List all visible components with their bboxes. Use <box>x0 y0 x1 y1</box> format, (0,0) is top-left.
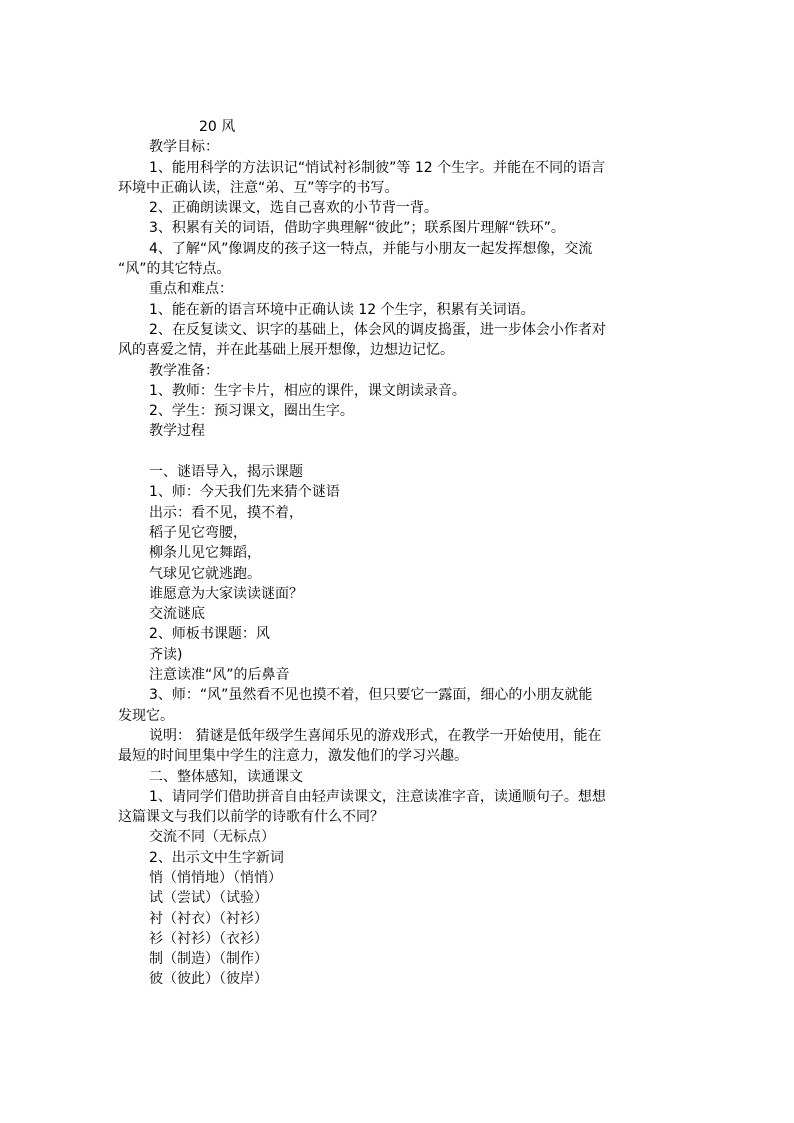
section-2-step-2: 2、出示文中生字新词 <box>149 849 284 866</box>
riddle-answer: 交流谜底 <box>149 606 205 623</box>
prep-2: 2、学生：预习课文，圈出生字。 <box>149 403 354 420</box>
word-item: 衬（衬衣）（衬衫） <box>149 910 268 927</box>
riddle-line-2: 稻子见它弯腰， <box>149 524 247 541</box>
section-2-heading: 二、整体感知，读通课文 <box>149 768 303 785</box>
goal-4-line-1: 4、了解“风”像调皮的孩子这一特点，并能与小朋友一起发挥想像，交流 <box>149 240 593 257</box>
difference-note: 交流不同（无标点） <box>149 829 275 846</box>
blank-line <box>118 442 678 462</box>
goal-3: 3、积累有关的词语，借助字典理解“彼此”；联系图片理解“铁环”。 <box>149 220 565 237</box>
riddle-line-3: 柳条儿见它舞蹈， <box>149 545 261 562</box>
section-1-step-2: 2、师板书课题：风 <box>149 626 270 643</box>
riddle-line-4: 气球见它就逃跑。 <box>149 565 261 582</box>
goal-1-line-1: 1、能用科学的方法识记“悄试衬衫制彼”等 12 个生字。并能在不同的语言 <box>149 159 606 176</box>
pronunciation-note: 注意读准“风”的后鼻音 <box>149 667 290 684</box>
explanation-line-1: 说明： 猜谜是低年级学生喜闻乐见的游戏形式，在教学一开始使用，能在 <box>149 727 602 744</box>
read-together: 齐读) <box>149 646 183 663</box>
document-page <box>118 117 678 990</box>
key-1: 1、能在新的语言环境中正确认读 12 个生字，积累有关词语。 <box>149 301 535 318</box>
section-1-heading: 一、谜语导入，揭示课题 <box>149 464 303 481</box>
goal-2: 2、正确朗读课文，选自己喜欢的小节背一背。 <box>149 200 438 217</box>
word-item: 悄（悄悄地）（悄悄） <box>149 869 282 886</box>
key-2-line-1: 2、在反复读文、识字的基础上，体会风的调皮捣蛋，进一步体会小作者对 <box>149 321 606 338</box>
section-1-step-3-line-1: 3、师：“风”虽然看不见也摸不着，但只要它一露面，细心的小朋友就能 <box>149 687 593 704</box>
prep-heading: 教学准备： <box>149 362 219 379</box>
goals-heading: 教学目标： <box>149 139 219 156</box>
word-item: 彼（彼此）（彼岸） <box>149 971 268 988</box>
process-heading: 教学过程 <box>149 423 205 440</box>
section-2-step-1-line-2: 这篇课文与我们以前学的诗歌有什么不同？ <box>118 809 384 826</box>
goal-4-line-2: “风”的其它特点。 <box>118 261 231 278</box>
word-item: 试（尝试）（试验） <box>149 890 268 907</box>
word-item: 制（制造）（制作） <box>149 951 268 968</box>
key-2-line-2: 风的喜爱之情，并在此基础上展开想像，边想边记忆。 <box>118 342 454 359</box>
lesson-title: 20 风 <box>199 119 236 135</box>
word-item: 衫（衬衫）（衣衫） <box>149 930 268 947</box>
goal-1-line-2: 环境中正确认读，注意“弟、互”等字的书写。 <box>118 179 399 196</box>
riddle-question: 谁愿意为大家读读谜面？ <box>149 585 303 602</box>
key-heading: 重点和难点： <box>149 281 233 298</box>
section-1-step-3-line-2: 发现它。 <box>118 707 174 724</box>
riddle-line-1: 出示：看不见，摸不着， <box>149 504 303 521</box>
section-1-step-1: 1、师：今天我们先来猜个谜语 <box>149 484 340 501</box>
section-2-step-1-line-1: 1、请同学们借助拼音自由轻声读课文，注意读准字音，读通顺句子。想想 <box>149 788 606 805</box>
explanation-line-2: 最短的时间里集中学生的注意力，激发他们的学习兴趣。 <box>118 748 468 765</box>
prep-1: 1、教师：生字卡片，相应的课件，课文朗读录音。 <box>149 382 466 399</box>
